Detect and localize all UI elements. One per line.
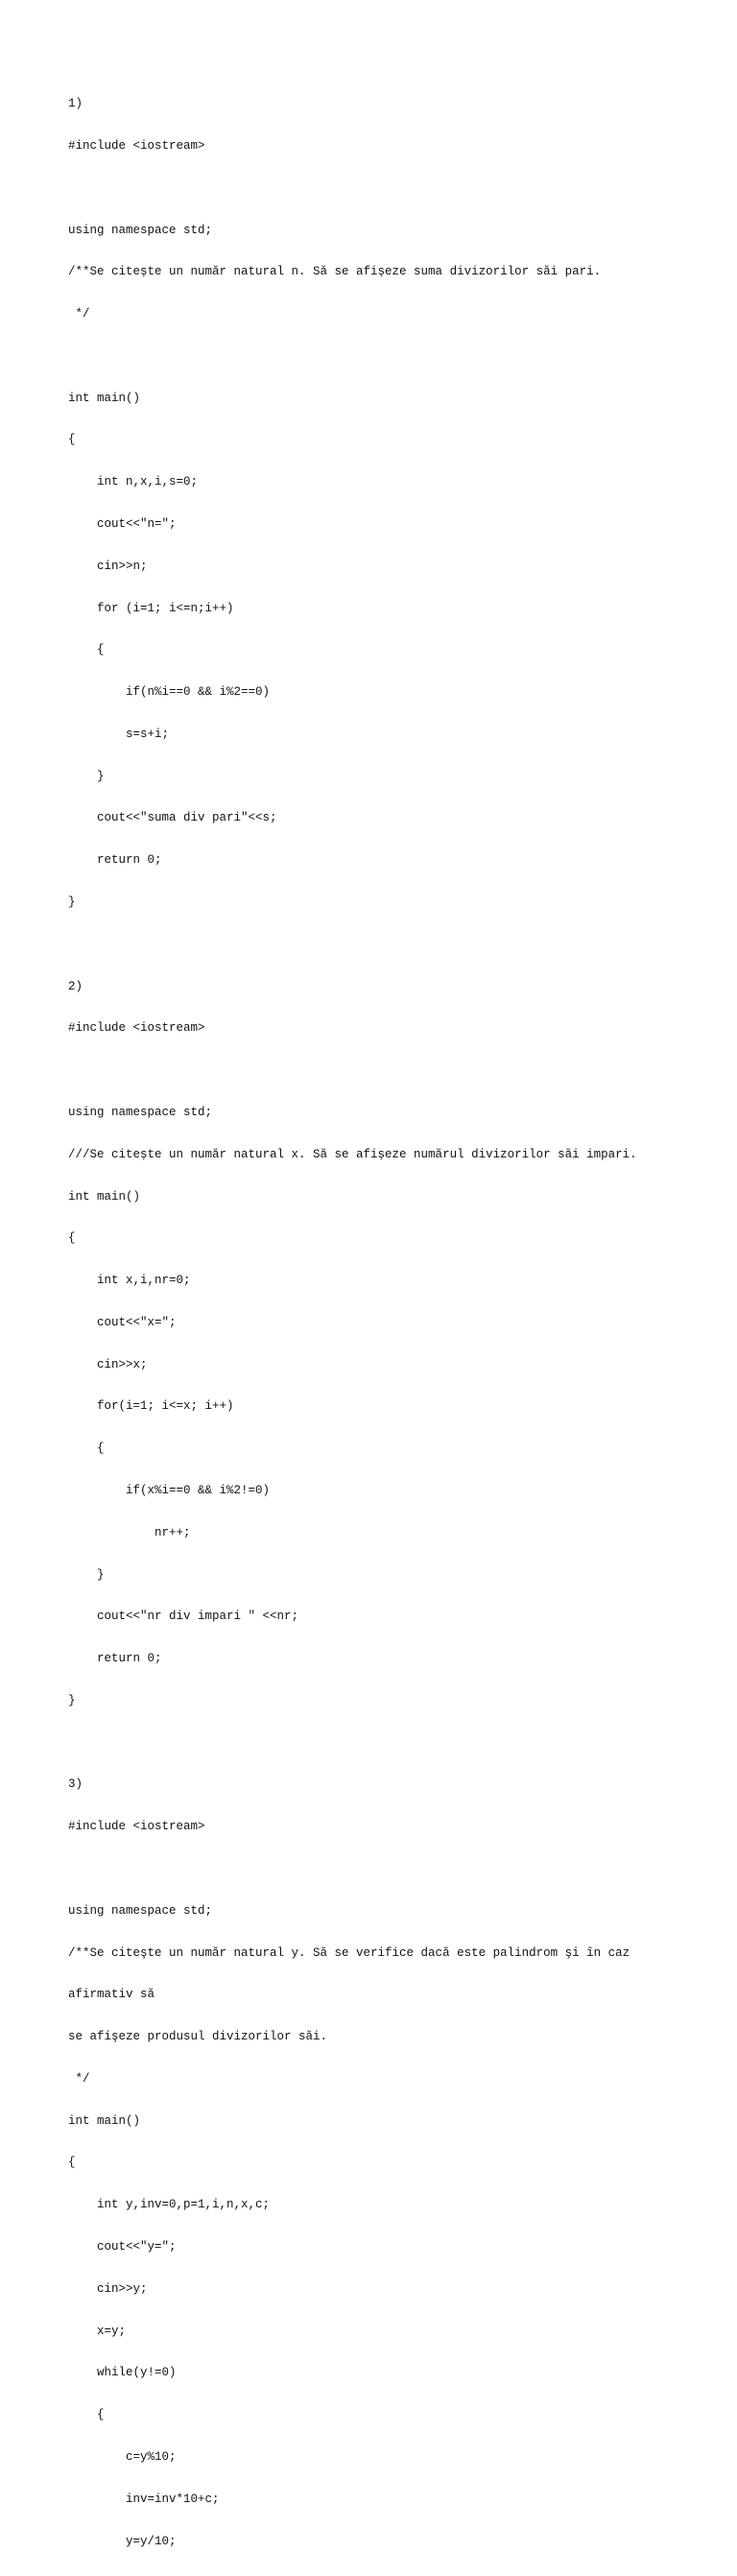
code-line: for(i=1; i<=x; i++) (68, 1399, 234, 1414)
code-line: 3) (68, 1777, 83, 1792)
code-line: nr++; (68, 1525, 191, 1539)
code-line: y=y/10; (68, 2534, 177, 2548)
code-line: int x,i,nr=0; (68, 1274, 191, 1288)
code-line: afirmativ să (68, 1988, 155, 2002)
code-line: cout<<"x="; (68, 1315, 177, 1329)
code-line: using namespace std; (68, 1105, 213, 1119)
code-line (68, 349, 637, 364)
code-line: 1) (68, 97, 83, 111)
code-line: int main() (68, 1189, 141, 1204)
code-line: using namespace std; (68, 1903, 213, 1918)
code-line: /**Se citeşte un număr natural y. Să se verifice dacă este palindrom şi în caz (68, 1945, 630, 1960)
code-line: while(y!=0) (68, 2366, 177, 2380)
code-line (68, 1063, 637, 1078)
code-line: cout<<"y="; (68, 2240, 177, 2254)
code-line: cin>>y; (68, 2281, 148, 2296)
code-listing (68, 69, 637, 2576)
code-line: cin>>x; (68, 1357, 148, 1371)
code-line: #include <iostream> (68, 1820, 205, 1834)
code-line: */ (68, 307, 90, 322)
code-line: if(n%i==0 && i%2==0) (68, 685, 271, 700)
code-line: ///Se citește un număr natural x. Să se afișeze numărul divizorilor săi impari. (68, 1147, 637, 1161)
code-line: for (i=1; i<=n;i++) (68, 601, 234, 615)
code-line (68, 938, 637, 952)
code-line: int main() (68, 391, 141, 405)
code-line: se afişeze produsul divizorilor săi. (68, 2030, 328, 2044)
code-line: /**Se citește un număr natural n. Să se afișeze suma divizorilor săi pari. (68, 265, 602, 279)
code-line: } (68, 769, 105, 783)
code-line: { (68, 2156, 76, 2170)
code-line: #include <iostream> (68, 138, 205, 153)
code-line: cout<<"n="; (68, 517, 177, 531)
code-line: int main() (68, 2113, 141, 2128)
code-line: int n,x,i,s=0; (68, 475, 199, 489)
code-line: int y,inv=0,p=1,i,n,x,c; (68, 2198, 271, 2212)
code-line: */ (68, 2071, 90, 2086)
code-line: { (68, 433, 76, 447)
code-line: cout<<"suma div pari"<<s; (68, 811, 277, 825)
code-line: c=y%10; (68, 2449, 177, 2464)
code-line: { (68, 1442, 105, 1456)
code-line (68, 1862, 637, 1876)
code-line (68, 1736, 637, 1751)
code-line: x=y; (68, 2324, 127, 2338)
code-line: inv=inv*10+c; (68, 2492, 220, 2506)
code-line: cin>>n; (68, 559, 148, 573)
code-line: s=s+i; (68, 727, 170, 741)
code-line: using namespace std; (68, 223, 213, 237)
code-line: if(x%i==0 && i%2!=0) (68, 1483, 271, 1497)
code-line: return 0; (68, 853, 162, 868)
code-line: } (68, 895, 76, 910)
code-line: #include <iostream> (68, 1021, 205, 1036)
code-line: { (68, 1231, 76, 1246)
code-line: } (68, 1693, 76, 1707)
code-line: { (68, 2408, 105, 2422)
code-line: return 0; (68, 1652, 162, 1666)
code-line: cout<<"nr div impari " <<nr; (68, 1610, 299, 1624)
code-line: } (68, 1567, 105, 1582)
code-line: { (68, 643, 105, 657)
code-line (68, 181, 637, 196)
code-line: 2) (68, 979, 83, 993)
